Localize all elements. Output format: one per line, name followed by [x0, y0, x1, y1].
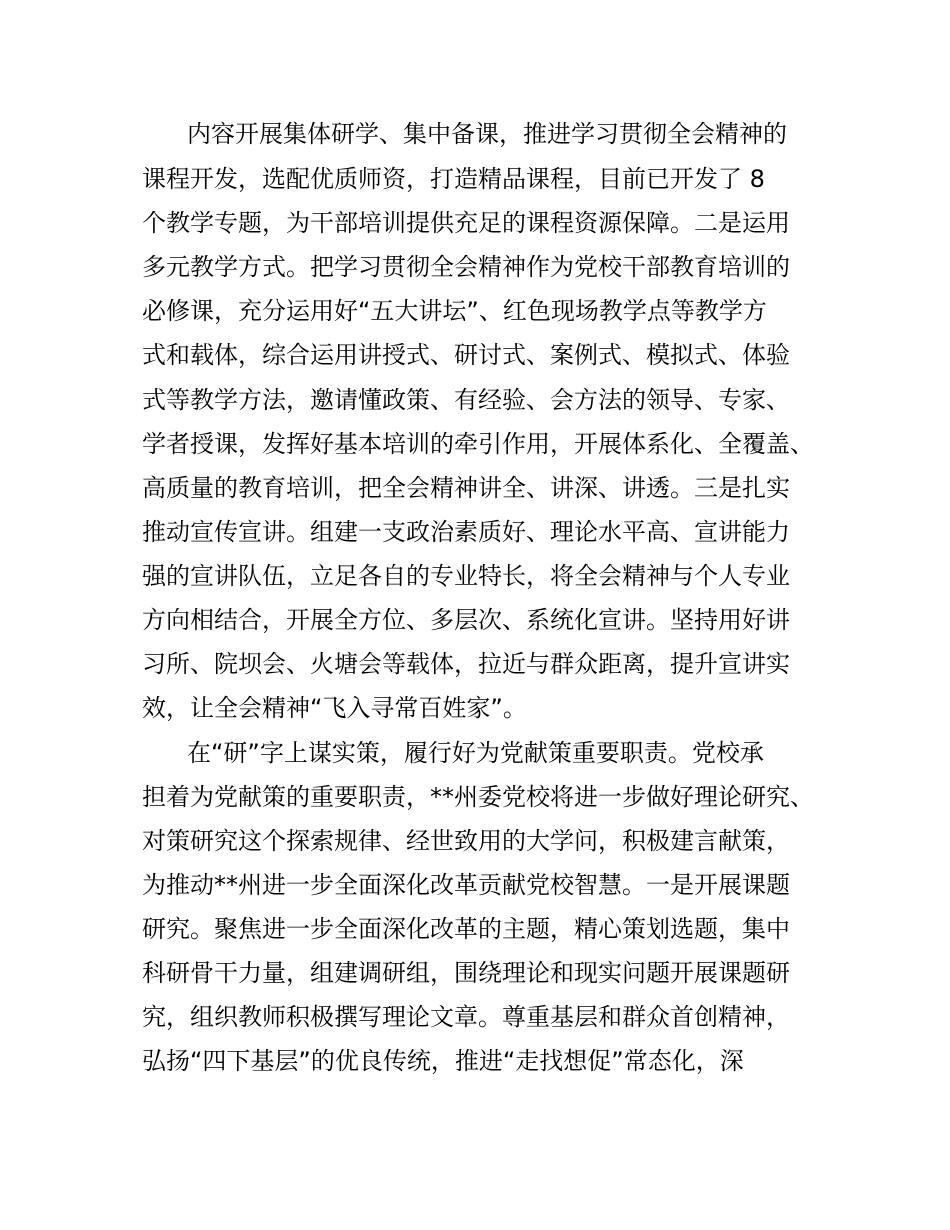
text-line: 内容开展集体研学、集中备课，推进学习贯彻全会精神的 [187, 120, 787, 148]
text-line: 推动宣传宣讲。组建一支政治素质好、理论水平高、宣讲能力 [142, 518, 790, 546]
text-line: 高质量的教育培训，把全会精神讲全、讲深、讲透。三是扎实 [142, 474, 790, 502]
text-line: 为推动**州进一步全面深化改革贡献党校智慧。一是开展课题 [142, 871, 790, 899]
text-line: 方向相结合，开展全方位、多层次、系统化宣讲。坚持用好讲 [142, 606, 790, 634]
text-line: 担着为党献策的重要职责，**州委党校将进一步做好理论研究、 [142, 783, 814, 811]
text-line: 式等教学方法，邀请懂政策、有经验、会方法的领导、专家、 [142, 386, 790, 414]
text-line: 弘扬“四下基层”的优良传统，推进“走找想促”常态化，深 [142, 1047, 744, 1075]
text-line: 习所、院坝会、火塘会等载体，拉近与群众距离，提升宣讲实 [142, 650, 790, 678]
text-line: 效，让全会精神“飞入寻常百姓家”。 [142, 694, 527, 722]
text-line: 必修课，充分运用好“五大讲坛”、红色现场教学点等教学方 [142, 297, 767, 325]
text-line: 多元教学方式。把学习贯彻全会精神作为党校干部教育培训的 [142, 253, 790, 281]
text-line: 对策研究这个探索规律、经世致用的大学问，积极建言献策， [142, 827, 790, 855]
text-line: 课程开发，选配优质师资，打造精品课程，目前已开发了 8 [142, 165, 765, 193]
text-line: 个教学专题，为干部培训提供充足的课程资源保障。二是运用 [142, 209, 790, 237]
text-line: 式和载体，综合运用讲授式、研讨式、案例式、模拟式、体验 [142, 341, 790, 369]
text-line: 究，组织教师积极撰写理论文章。尊重基层和群众首创精神， [142, 1003, 790, 1031]
text-line: 强的宣讲队伍，立足各自的专业特长，将全会精神与个人专业 [142, 562, 790, 590]
text-line: 研究。聚焦进一步全面深化改革的主题，精心策划选题，集中 [142, 915, 790, 943]
text-line: 学者授课，发挥好基本培训的牵引作用，开展体系化、全覆盖、 [142, 430, 814, 458]
text-line: 在“研”字上谋实策，履行好为党献策重要职责。党校承 [187, 739, 764, 767]
text-line: 科研骨干力量，组建调研组，围绕理论和现实问题开展课题研 [142, 959, 790, 987]
